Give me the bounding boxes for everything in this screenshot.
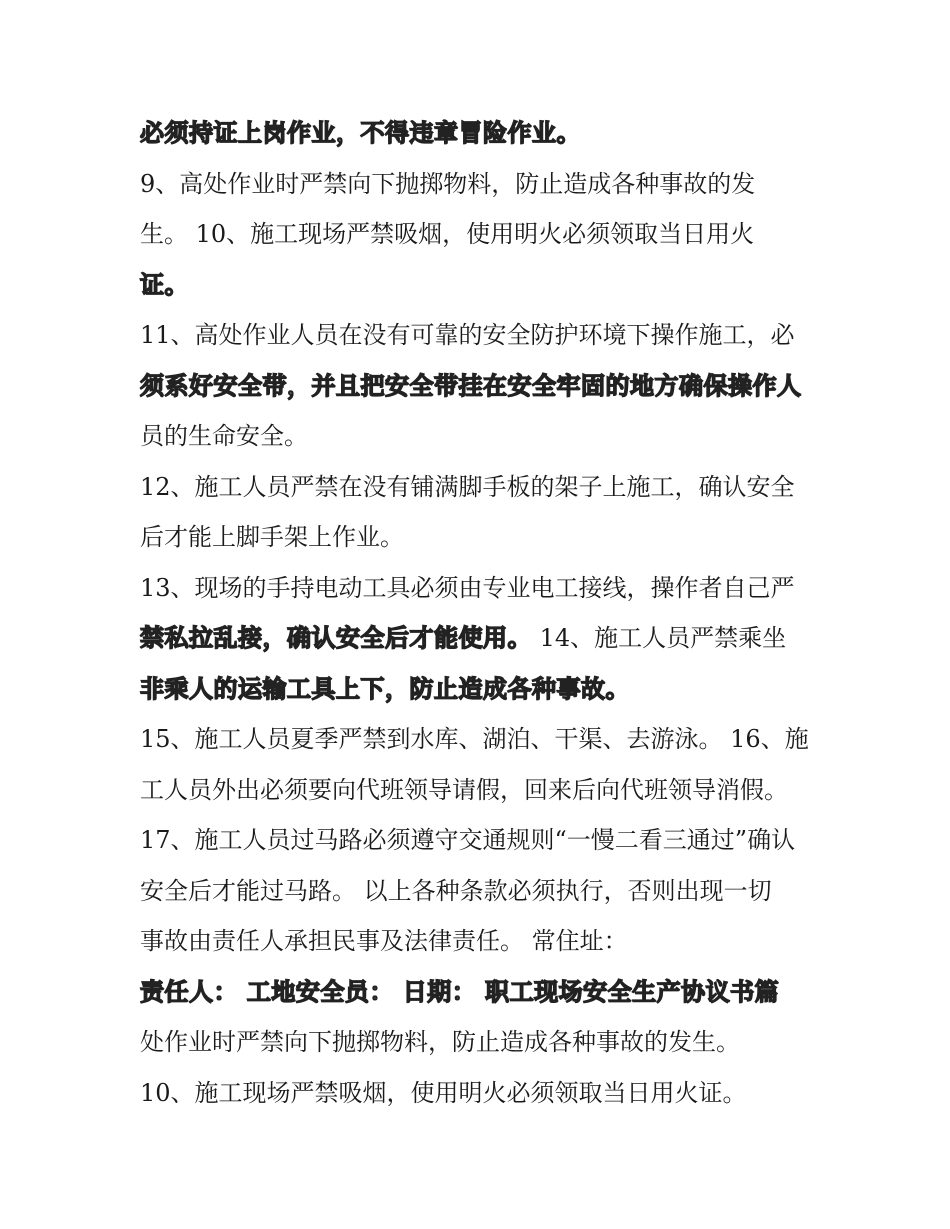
text-line: [140, 310, 830, 361]
document-body: [140, 108, 830, 1118]
text-line: [140, 512, 830, 563]
text-segment: 14、施工人员严禁乘坐: [532, 624, 787, 652]
text-line: [140, 563, 830, 614]
text-line: [140, 714, 830, 765]
text-segment: 工人员外出必须要向代班领导请假，回来后向代班领导消假。: [140, 775, 788, 804]
text-line: [140, 462, 830, 513]
text-segment: 后才能上脚手架上作业。: [140, 523, 404, 551]
outlined-text-segment: 须系好安全带，并且把安全带挂在安全牢固的地方确保操作人: [140, 371, 802, 400]
text-segment: 17、施工人员过马路必须遵守交通规则“一慢二看三通过”确认: [140, 826, 796, 854]
text-line: [140, 613, 830, 664]
outlined-text-segment: 必须持证上岗作业，不得违章冒险作业。: [140, 119, 581, 147]
text-line: [140, 108, 830, 159]
text-line: [140, 159, 830, 210]
text-segment: 处作业时严禁向下抛掷物料，防止造成各种事故的发生。: [140, 1028, 740, 1056]
outlined-text-segment: 证。: [140, 270, 189, 299]
text-line: [140, 765, 830, 816]
outlined-text-segment: 禁私拉乱接，确认安全后才能使用。: [140, 624, 532, 652]
text-segment: 生。 10、施工现场严禁吸烟，使用明火必须领取当日用火: [140, 220, 755, 248]
text-segment: 12、施工人员严禁在没有铺满脚手板的架子上施工，确认安全: [140, 472, 795, 501]
text-line: [140, 815, 830, 866]
text-segment: 13、现场的手持电动工具必须由专业电工接线，操作者自己严: [140, 573, 795, 602]
text-segment: 员的生命安全。: [140, 422, 308, 450]
text-line: [140, 209, 830, 260]
outlined-text-segment: 非乘人的运输工具上下，防止造成各种事故。: [140, 674, 630, 703]
text-segment: 11、高处作业人员在没有可靠的安全防护环境下操作施工，必: [140, 321, 795, 349]
text-line: [140, 1017, 830, 1068]
text-line: [140, 411, 830, 462]
text-line: [140, 916, 830, 967]
text-line: [140, 361, 830, 412]
text-line: [140, 866, 830, 917]
text-line: [140, 1068, 830, 1119]
text-segment: 事故由责任人承担民事及法律责任。 常住址：: [140, 927, 628, 955]
text-line: [140, 664, 830, 715]
text-line: [140, 260, 830, 311]
outlined-text-segment: 责任人： 工地安全员： 日期： 职工现场安全生产协议书篇: [140, 977, 780, 1006]
text-segment: 安全后才能过马路。 以上各种条款必须执行，否则出现一切: [140, 876, 772, 905]
text-line: [140, 967, 830, 1018]
text-segment: 15、施工人员夏季严禁到水库、湖泊、干渠、去游泳。 16、施: [140, 725, 809, 753]
text-segment: 10、施工现场严禁吸烟，使用明火必须领取当日用火证。: [140, 1078, 747, 1107]
text-segment: 9、高处作业时严禁向下抛掷物料，防止造成各种事故的发: [140, 169, 756, 198]
